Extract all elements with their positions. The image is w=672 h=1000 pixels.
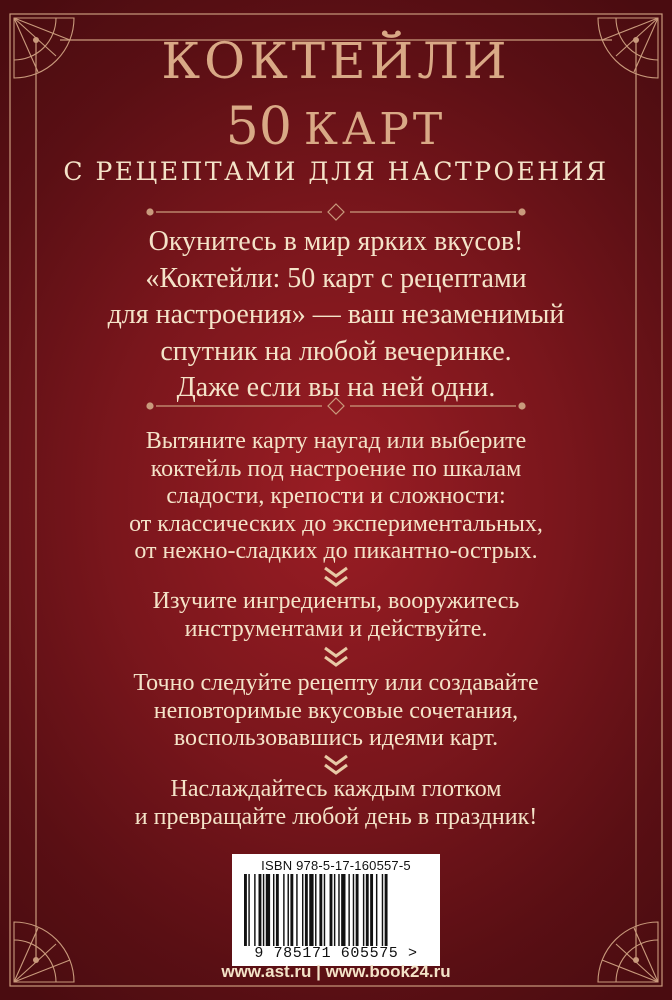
step-line: сладости, крепости и сложности: <box>166 483 506 509</box>
barcode-bar <box>244 874 247 946</box>
barcode-bar <box>366 874 369 946</box>
intro-line: Даже если вы на ней одни. <box>176 372 496 403</box>
double-chevron-down-icon <box>322 566 350 588</box>
step-line: коктейль под настроение по шкалам <box>150 455 522 482</box>
barcode-bar <box>338 874 339 946</box>
step-line: Точно следуйте рецепту или создавайте <box>133 670 539 696</box>
step-paragraph-4 <box>0 776 672 831</box>
barcode-digits: 9 785171 605575 > <box>254 945 418 962</box>
barcode-bar <box>259 874 262 946</box>
step-paragraph-2 <box>0 588 672 643</box>
step-line: и превращайте любой день в праздник! <box>134 803 538 830</box>
isbn-text: ISBN 978-5-17-160557-5 <box>261 858 411 873</box>
intro-line: для настроения» — ваш незаменимый <box>107 299 565 330</box>
step-line: от классических до экспериментальных, <box>129 510 543 537</box>
step-line: неповторимые вкусовые сочетания, <box>153 697 519 724</box>
barcode-bar <box>276 874 279 946</box>
card-count-word: КАРТ <box>303 104 447 155</box>
card-count: 50 <box>225 97 292 157</box>
barcode-bar <box>309 874 313 946</box>
barcode-bar <box>341 874 345 946</box>
step-line: воспользовавшись идеями карт. <box>173 725 499 751</box>
barcode-bar <box>334 874 335 946</box>
intro-line: «Коктейли: 50 карт с рецептами <box>145 262 527 294</box>
intro-line: Окунитесь в мир ярких вкусов! <box>148 226 524 257</box>
barcode-bar <box>248 874 249 946</box>
barcode-bar <box>382 874 383 946</box>
barcode-bar <box>370 874 373 946</box>
barcode-bar <box>305 874 308 946</box>
step-line: Вытяните карту наугад или выберите <box>145 428 527 454</box>
title-main: КОКТЕЙЛИ <box>161 32 511 90</box>
publisher-websites: www.ast.ru | www.book24.ru <box>221 962 451 981</box>
barcode-bar <box>290 874 293 946</box>
barcode-bar <box>324 874 325 946</box>
barcode-bar <box>296 874 297 946</box>
barcode-bar <box>273 874 274 946</box>
barcode-bar <box>385 874 388 946</box>
barcode-bar <box>319 874 322 946</box>
step-paragraph-3 <box>0 670 672 753</box>
barcode-bar <box>266 874 270 946</box>
barcode-bar <box>288 874 289 946</box>
barcode-bar <box>363 874 364 946</box>
step-paragraph-1 <box>0 428 672 566</box>
double-chevron-down-icon <box>322 646 350 668</box>
barcode-bar <box>330 874 333 946</box>
barcode-bar <box>353 874 354 946</box>
step-line: Наслаждайтесь каждым глотком <box>170 776 502 802</box>
barcode-bar <box>254 874 255 946</box>
double-chevron-down-icon <box>322 754 350 776</box>
barcode-bar <box>283 874 284 946</box>
step-line: Изучите ингредиенты, вооружитесь <box>152 588 520 614</box>
barcode-bar <box>376 874 377 946</box>
divider-top <box>147 204 525 220</box>
barcode-box <box>232 854 440 966</box>
barcode-bar <box>356 874 359 946</box>
title-subtitle: С РЕЦЕПТАМИ ДЛЯ НАСТРОЕНИЯ <box>63 157 609 186</box>
barcode-bar <box>263 874 264 946</box>
barcode-bar <box>348 874 349 946</box>
barcode-bar <box>302 874 303 946</box>
barcode-icon <box>240 874 432 946</box>
intro-line: спутник на любой вечеринке. <box>160 335 512 367</box>
step-line: от нежно-сладких до пикантно-острых. <box>134 538 538 564</box>
intro-paragraph <box>0 224 672 407</box>
barcode-bar <box>315 874 316 946</box>
step-line: инструментами и действуйте. <box>184 615 488 642</box>
